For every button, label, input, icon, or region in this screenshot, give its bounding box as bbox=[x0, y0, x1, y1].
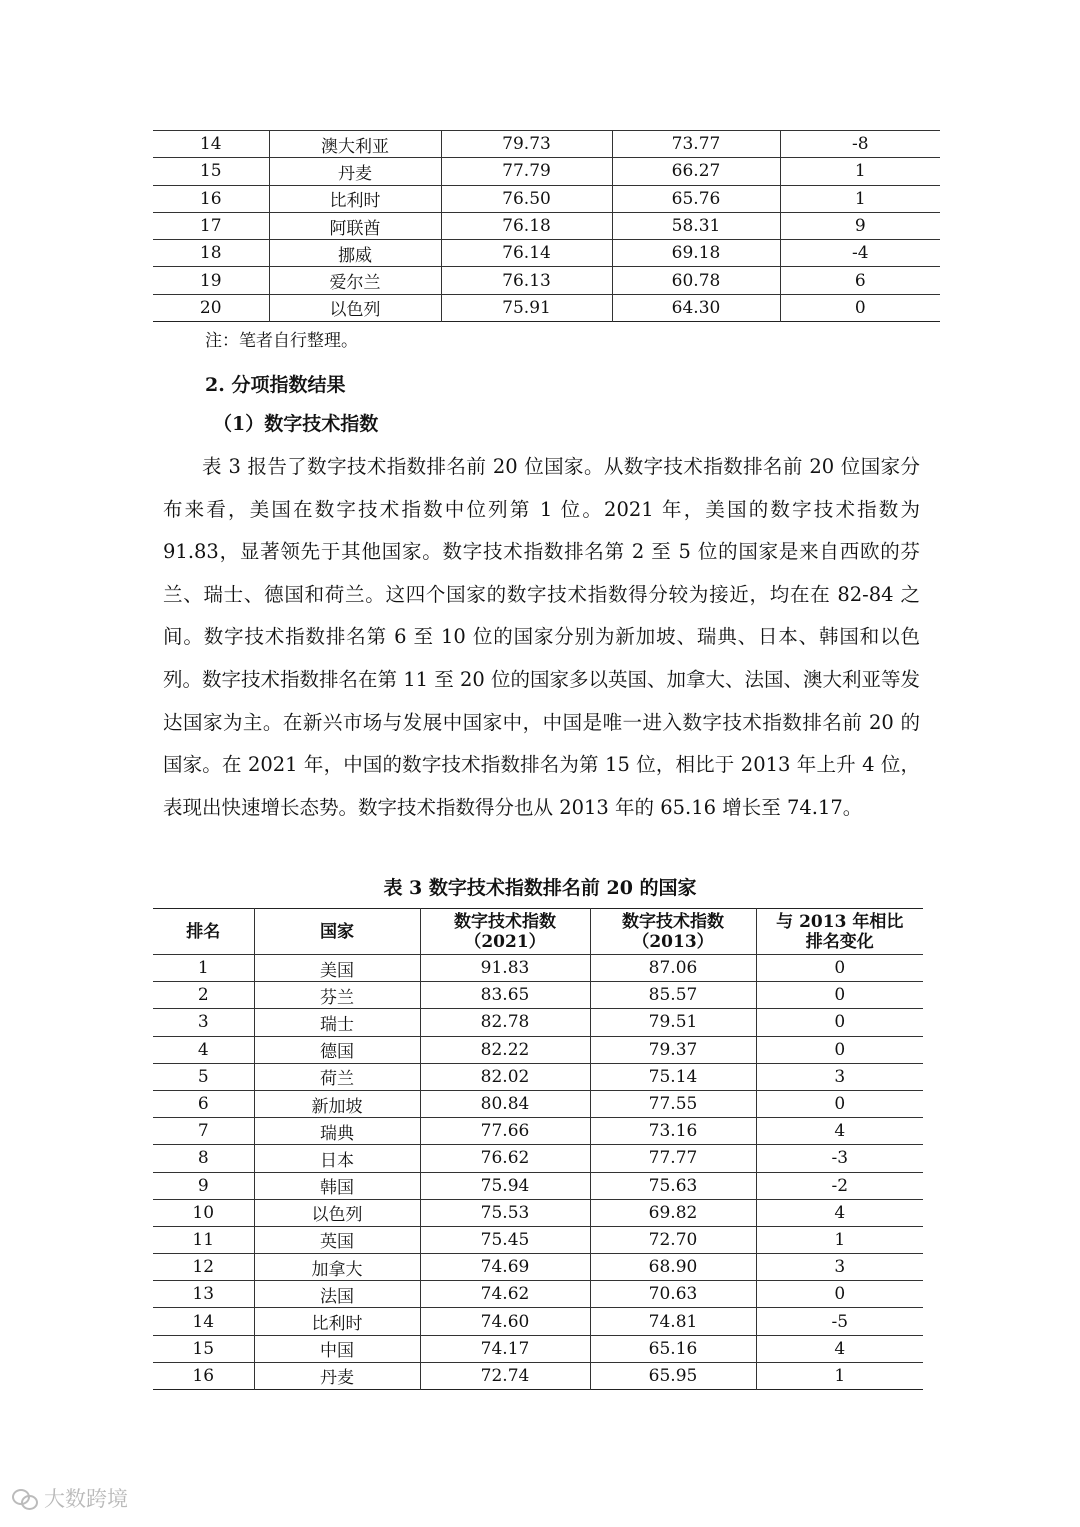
rank-change-cell: 4 bbox=[756, 1199, 923, 1226]
digital-tech-index-table bbox=[153, 908, 923, 1390]
header-country: 国家 bbox=[254, 909, 420, 955]
rank-change-cell: 0 bbox=[756, 1281, 923, 1308]
index-2021-cell: 74.69 bbox=[420, 1254, 590, 1281]
table-row bbox=[153, 131, 940, 158]
table-row bbox=[153, 1199, 923, 1226]
index-2013-cell: 85.57 bbox=[590, 982, 756, 1009]
table-caption: 表 3 数字技术指数排名前 20 的国家 bbox=[383, 877, 697, 899]
index-2021-cell: 79.73 bbox=[441, 131, 612, 158]
country-cell: 荷兰 bbox=[254, 1063, 420, 1090]
rank-change-cell: 0 bbox=[756, 982, 923, 1009]
index-2013-cell: 70.63 bbox=[590, 1281, 756, 1308]
table-row bbox=[153, 1308, 923, 1335]
country-cell: 挪威 bbox=[269, 240, 441, 267]
rank-cell: 14 bbox=[153, 1308, 254, 1335]
rank-cell: 8 bbox=[153, 1145, 254, 1172]
index-2021-cell: 91.83 bbox=[420, 955, 590, 982]
country-cell: 瑞典 bbox=[254, 1118, 420, 1145]
country-cell: 德国 bbox=[254, 1036, 420, 1063]
country-cell: 日本 bbox=[254, 1145, 420, 1172]
country-cell: 芬兰 bbox=[254, 982, 420, 1009]
index-2021-cell: 77.79 bbox=[441, 158, 612, 185]
country-cell: 以色列 bbox=[254, 1199, 420, 1226]
index-2013-cell: 77.55 bbox=[590, 1090, 756, 1117]
rank-cell: 2 bbox=[153, 982, 254, 1009]
index-2021-cell: 75.94 bbox=[420, 1172, 590, 1199]
country-cell: 丹麦 bbox=[254, 1362, 420, 1389]
rank-change-cell: -5 bbox=[756, 1308, 923, 1335]
table-row bbox=[153, 1063, 923, 1090]
wechat-logo-icon bbox=[12, 1487, 38, 1509]
table-row bbox=[153, 158, 940, 185]
table-row bbox=[153, 212, 940, 239]
index-2021-cell: 82.22 bbox=[420, 1036, 590, 1063]
index-2013-cell: 58.31 bbox=[612, 212, 780, 239]
index-2013-cell: 77.77 bbox=[590, 1145, 756, 1172]
country-cell: 韩国 bbox=[254, 1172, 420, 1199]
index-2013-cell: 64.30 bbox=[612, 294, 780, 321]
table-body bbox=[153, 131, 940, 322]
country-cell: 中国 bbox=[254, 1335, 420, 1362]
country-cell: 法国 bbox=[254, 1281, 420, 1308]
table-row bbox=[153, 1254, 923, 1281]
table-header bbox=[153, 909, 923, 955]
rank-cell: 11 bbox=[153, 1226, 254, 1253]
rank-change-cell: -4 bbox=[780, 240, 940, 267]
country-cell: 瑞士 bbox=[254, 1009, 420, 1036]
index-2013-cell: 69.82 bbox=[590, 1199, 756, 1226]
index-2021-cell: 76.62 bbox=[420, 1145, 590, 1172]
rank-change-cell: 0 bbox=[756, 1009, 923, 1036]
country-cell: 英国 bbox=[254, 1226, 420, 1253]
header-index-2013: 数字技术指数 （2013） bbox=[590, 909, 756, 955]
rank-cell: 9 bbox=[153, 1172, 254, 1199]
watermark bbox=[12, 1483, 128, 1513]
rank-cell: 13 bbox=[153, 1281, 254, 1308]
country-cell: 澳大利亚 bbox=[269, 131, 441, 158]
rank-cell: 19 bbox=[153, 267, 269, 294]
index-2013-cell: 60.78 bbox=[612, 267, 780, 294]
table-row bbox=[153, 1172, 923, 1199]
index-2013-cell: 65.76 bbox=[612, 185, 780, 212]
index-2021-cell: 76.18 bbox=[441, 212, 612, 239]
rank-change-cell: 3 bbox=[756, 1254, 923, 1281]
rank-cell: 5 bbox=[153, 1063, 254, 1090]
rank-cell: 7 bbox=[153, 1118, 254, 1145]
rank-change-cell: 4 bbox=[756, 1118, 923, 1145]
ranking-table-continued bbox=[153, 130, 940, 322]
body-paragraph: 表 3 报告了数字技术指数排名前 20 位国家。从数字技术指数排名前 20 位国家分布来看，美国在数字技术指数中位列第 1 位。2021 年，美国的数字技术指数为 91.83，显著领先于其他国家。数字技术指数排名第 2 至 5 位的国家是来自西欧的芬兰、瑞士、德国和荷兰。这四个国家的数字技术指数得分较为接近，均在在 82-84 之间。数字技术指数排名第 6 至 10 位的国家分别为新加坡、瑞典、日本、韩国和以色列。数字技术指数排名在第 11 至 20 位的国家多以英国、加拿大、法国、澳大利亚等发达国家为主。在新兴市场与发展中国家中，中国是唯一进入数字技术指数排名前 20 的国家。在 2021 年，中国的数字技术指数排名为第 15 位，相比于 2013 年上升 4 位，表现出快速增长态势。数字技术指数得分也从 2013 年的 65.16 增长至 74.17。 bbox=[163, 455, 920, 819]
rank-cell: 10 bbox=[153, 1199, 254, 1226]
table-row bbox=[153, 1362, 923, 1389]
index-2021-cell: 76.13 bbox=[441, 267, 612, 294]
rank-change-cell: 1 bbox=[780, 185, 940, 212]
rank-cell: 17 bbox=[153, 212, 269, 239]
index-2021-cell: 75.91 bbox=[441, 294, 612, 321]
table-row bbox=[153, 1009, 923, 1036]
rank-cell: 20 bbox=[153, 294, 269, 321]
rank-cell: 15 bbox=[153, 158, 269, 185]
index-2021-cell: 75.45 bbox=[420, 1226, 590, 1253]
index-2013-cell: 73.77 bbox=[612, 131, 780, 158]
table-row bbox=[153, 1145, 923, 1172]
index-2013-cell: 79.51 bbox=[590, 1009, 756, 1036]
rank-change-cell: 0 bbox=[780, 294, 940, 321]
index-2013-cell: 68.90 bbox=[590, 1254, 756, 1281]
rank-cell: 6 bbox=[153, 1090, 254, 1117]
country-cell: 丹麦 bbox=[269, 158, 441, 185]
country-cell: 比利时 bbox=[269, 185, 441, 212]
index-2013-cell: 87.06 bbox=[590, 955, 756, 982]
index-2013-cell: 69.18 bbox=[612, 240, 780, 267]
index-2021-cell: 83.65 bbox=[420, 982, 590, 1009]
index-2021-cell: 76.50 bbox=[441, 185, 612, 212]
country-cell: 阿联酋 bbox=[269, 212, 441, 239]
table-row bbox=[153, 955, 923, 982]
rank-cell: 4 bbox=[153, 1036, 254, 1063]
table-row bbox=[153, 294, 940, 321]
country-cell: 新加坡 bbox=[254, 1090, 420, 1117]
index-2021-cell: 72.74 bbox=[420, 1362, 590, 1389]
index-2021-cell: 76.14 bbox=[441, 240, 612, 267]
table-row bbox=[153, 1090, 923, 1117]
index-2021-cell: 80.84 bbox=[420, 1090, 590, 1117]
rank-change-cell: 0 bbox=[756, 1090, 923, 1117]
rank-cell: 14 bbox=[153, 131, 269, 158]
rank-cell: 12 bbox=[153, 1254, 254, 1281]
country-cell: 以色列 bbox=[269, 294, 441, 321]
rank-change-cell: 0 bbox=[756, 1036, 923, 1063]
rank-cell: 18 bbox=[153, 240, 269, 267]
rank-cell: 15 bbox=[153, 1335, 254, 1362]
table-row bbox=[153, 240, 940, 267]
index-2013-cell: 73.16 bbox=[590, 1118, 756, 1145]
index-2013-cell: 79.37 bbox=[590, 1036, 756, 1063]
index-2021-cell: 77.66 bbox=[420, 1118, 590, 1145]
index-2021-cell: 75.53 bbox=[420, 1199, 590, 1226]
index-2013-cell: 74.81 bbox=[590, 1308, 756, 1335]
subsection-heading: （1）数字技术指数 bbox=[213, 413, 379, 435]
rank-cell: 16 bbox=[153, 1362, 254, 1389]
index-2013-cell: 65.95 bbox=[590, 1362, 756, 1389]
index-2013-cell: 75.63 bbox=[590, 1172, 756, 1199]
rank-change-cell: -8 bbox=[780, 131, 940, 158]
rank-change-cell: -2 bbox=[756, 1172, 923, 1199]
country-cell: 美国 bbox=[254, 955, 420, 982]
table-row bbox=[153, 1281, 923, 1308]
section-heading: 2. 分项指数结果 bbox=[205, 374, 346, 396]
index-2021-cell: 82.78 bbox=[420, 1009, 590, 1036]
rank-change-cell: 9 bbox=[780, 212, 940, 239]
rank-change-cell: -3 bbox=[756, 1145, 923, 1172]
rank-change-cell: 6 bbox=[780, 267, 940, 294]
header-index-2021: 数字技术指数 （2021） bbox=[420, 909, 590, 955]
table-row bbox=[153, 185, 940, 212]
rank-change-cell: 1 bbox=[756, 1362, 923, 1389]
index-2013-cell: 65.16 bbox=[590, 1335, 756, 1362]
table-row bbox=[153, 1226, 923, 1253]
table-row bbox=[153, 982, 923, 1009]
rank-cell: 3 bbox=[153, 1009, 254, 1036]
index-2021-cell: 74.17 bbox=[420, 1335, 590, 1362]
table-body bbox=[153, 955, 923, 1390]
rank-cell: 1 bbox=[153, 955, 254, 982]
table-row bbox=[153, 1118, 923, 1145]
index-2021-cell: 74.60 bbox=[420, 1308, 590, 1335]
rank-change-cell: 3 bbox=[756, 1063, 923, 1090]
table-row bbox=[153, 1036, 923, 1063]
table-row bbox=[153, 267, 940, 294]
index-2021-cell: 74.62 bbox=[420, 1281, 590, 1308]
rank-change-cell: 0 bbox=[756, 955, 923, 982]
index-2013-cell: 72.70 bbox=[590, 1226, 756, 1253]
rank-change-cell: 1 bbox=[780, 158, 940, 185]
table-note: 注：笔者自行整理。 bbox=[205, 331, 358, 351]
index-2013-cell: 75.14 bbox=[590, 1063, 756, 1090]
header-rank: 排名 bbox=[153, 909, 254, 955]
rank-change-cell: 1 bbox=[756, 1226, 923, 1253]
rank-cell: 16 bbox=[153, 185, 269, 212]
table-row bbox=[153, 1335, 923, 1362]
watermark-text: 大数跨境 bbox=[44, 1487, 128, 1511]
country-cell: 爱尔兰 bbox=[269, 267, 441, 294]
header-rank-change: 与 2013 年相比 排名变化 bbox=[756, 909, 923, 955]
index-2021-cell: 82.02 bbox=[420, 1063, 590, 1090]
country-cell: 比利时 bbox=[254, 1308, 420, 1335]
index-2013-cell: 66.27 bbox=[612, 158, 780, 185]
rank-change-cell: 4 bbox=[756, 1335, 923, 1362]
country-cell: 加拿大 bbox=[254, 1254, 420, 1281]
